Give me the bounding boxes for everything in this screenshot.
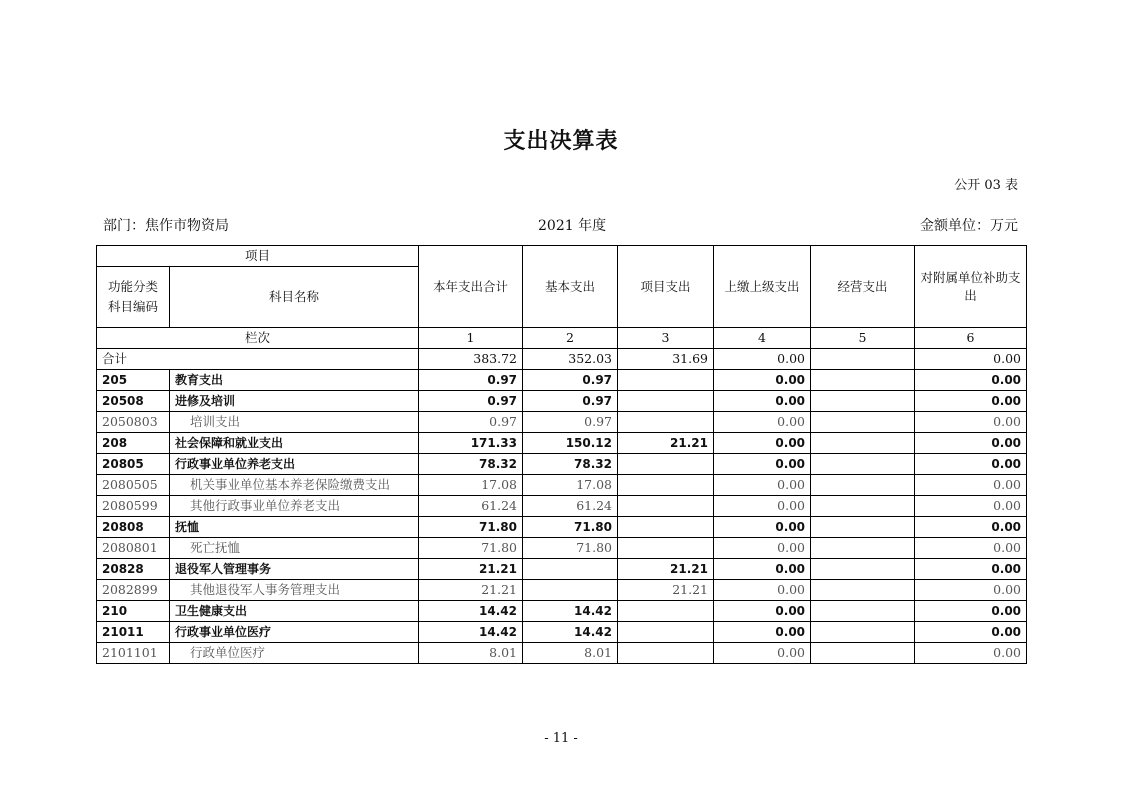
cell-value: 0.00 xyxy=(714,643,811,664)
cell-value xyxy=(618,538,714,559)
cell-value: 0.00 xyxy=(915,349,1027,370)
cell-value: 71.80 xyxy=(523,517,618,538)
cell-value: 383.72 xyxy=(419,349,523,370)
cell-value xyxy=(811,580,915,601)
subject-name: 机关事业单位基本养老保险缴费支出 xyxy=(170,475,419,496)
cell-value: 0.00 xyxy=(714,454,811,475)
cell-value: 0.00 xyxy=(915,412,1027,433)
cell-value xyxy=(811,454,915,475)
header-code: 功能分类科目编码 xyxy=(97,267,170,328)
subject-name: 抚恤 xyxy=(170,517,419,538)
subject-name: 教育支出 xyxy=(170,370,419,391)
cell-value xyxy=(811,496,915,517)
cell-value xyxy=(618,454,714,475)
cell-value: 352.03 xyxy=(523,349,618,370)
cell-value: 150.12 xyxy=(523,433,618,454)
table-row xyxy=(97,454,1027,475)
cell-value: 14.42 xyxy=(523,622,618,643)
cell-value: 0.00 xyxy=(915,601,1027,622)
cell-value: 0.00 xyxy=(915,391,1027,412)
cell-value xyxy=(618,475,714,496)
cell-value: 0.97 xyxy=(419,391,523,412)
cell-value: 0.00 xyxy=(915,622,1027,643)
cell-value: 0.97 xyxy=(419,370,523,391)
cell-value xyxy=(523,559,618,580)
cell-value: 71.80 xyxy=(523,538,618,559)
cell-value xyxy=(618,622,714,643)
cell-value: 0.00 xyxy=(915,454,1027,475)
cell-value xyxy=(811,349,915,370)
subject-name: 行政单位医疗 xyxy=(170,643,419,664)
expenditure-table xyxy=(96,245,1027,664)
subject-code: 20808 xyxy=(97,517,170,538)
cell-value: 0.00 xyxy=(714,622,811,643)
subject-code: 205 xyxy=(97,370,170,391)
cell-value: 17.08 xyxy=(419,475,523,496)
cell-value: 21.21 xyxy=(618,580,714,601)
table-row xyxy=(97,622,1027,643)
table-row xyxy=(97,391,1027,412)
cell-value xyxy=(618,391,714,412)
cell-value xyxy=(811,412,915,433)
cell-value: 14.42 xyxy=(523,601,618,622)
subject-code: 2101101 xyxy=(97,643,170,664)
cell-value xyxy=(811,559,915,580)
table-row xyxy=(97,433,1027,454)
cell-value: 71.80 xyxy=(419,538,523,559)
cell-value: 0.00 xyxy=(714,433,811,454)
cell-value: 21.21 xyxy=(419,580,523,601)
total-row xyxy=(97,349,1027,370)
cell-value: 0.00 xyxy=(915,538,1027,559)
cell-value: 0.00 xyxy=(714,349,811,370)
cell-value: 14.42 xyxy=(419,622,523,643)
cell-value: 21.21 xyxy=(419,559,523,580)
cell-value xyxy=(618,601,714,622)
subject-code: 2080599 xyxy=(97,496,170,517)
cell-value: 0.00 xyxy=(915,580,1027,601)
cell-value xyxy=(811,601,915,622)
cell-value: 0.00 xyxy=(714,475,811,496)
cell-value: 0.00 xyxy=(915,517,1027,538)
subject-code: 20508 xyxy=(97,391,170,412)
subject-name: 其他行政事业单位养老支出 xyxy=(170,496,419,517)
cell-value: 0.00 xyxy=(714,538,811,559)
subject-code: 210 xyxy=(97,601,170,622)
cell-value: 8.01 xyxy=(523,643,618,664)
cell-value: 0.00 xyxy=(915,643,1027,664)
subject-name: 退役军人管理事务 xyxy=(170,559,419,580)
cell-value xyxy=(618,643,714,664)
header-column-index-label: 栏次 xyxy=(97,328,419,349)
header-col-basic: 基本支出 xyxy=(523,246,618,328)
cell-value: 0.00 xyxy=(714,370,811,391)
subject-code: 2080505 xyxy=(97,475,170,496)
table-row xyxy=(97,475,1027,496)
cell-value xyxy=(811,391,915,412)
form-number: 公开 03 表 xyxy=(954,178,1018,193)
fiscal-year-label: 2021 年度 xyxy=(538,218,607,234)
cell-value: 0.97 xyxy=(419,412,523,433)
page-title: 支出决算表 xyxy=(503,129,619,154)
cell-value: 171.33 xyxy=(419,433,523,454)
subject-name: 卫生健康支出 xyxy=(170,601,419,622)
subject-code: 2080801 xyxy=(97,538,170,559)
cell-value: 31.69 xyxy=(618,349,714,370)
cell-value xyxy=(811,538,915,559)
table-row xyxy=(97,580,1027,601)
header-col-subsidiary: 对附属单位补助支出 xyxy=(915,246,1027,328)
cell-value: 78.32 xyxy=(419,454,523,475)
cell-value: 0.97 xyxy=(523,370,618,391)
column-index: 2 xyxy=(523,328,618,349)
cell-value xyxy=(618,496,714,517)
subject-name: 行政事业单位医疗 xyxy=(170,622,419,643)
cell-value: 78.32 xyxy=(523,454,618,475)
header-name: 科目名称 xyxy=(170,267,419,328)
cell-value xyxy=(811,475,915,496)
cell-value: 0.97 xyxy=(523,391,618,412)
table-row xyxy=(97,643,1027,664)
cell-value: 21.21 xyxy=(618,433,714,454)
table-row xyxy=(97,517,1027,538)
cell-value: 0.00 xyxy=(714,391,811,412)
cell-value: 0.00 xyxy=(714,601,811,622)
cell-value: 0.00 xyxy=(714,580,811,601)
currency-unit-label: 金额单位：万元 xyxy=(920,218,1018,234)
table-row xyxy=(97,538,1027,559)
cell-value xyxy=(523,580,618,601)
cell-value xyxy=(618,370,714,391)
cell-value: 17.08 xyxy=(523,475,618,496)
total-label: 合计 xyxy=(97,349,419,370)
column-index: 1 xyxy=(419,328,523,349)
cell-value xyxy=(811,370,915,391)
cell-value: 14.42 xyxy=(419,601,523,622)
table-row xyxy=(97,496,1027,517)
subject-name: 社会保障和就业支出 xyxy=(170,433,419,454)
subject-code: 20828 xyxy=(97,559,170,580)
cell-value xyxy=(811,517,915,538)
column-index: 4 xyxy=(714,328,811,349)
cell-value xyxy=(811,622,915,643)
page-number: - 11 - xyxy=(544,731,578,746)
header-col-operating: 经营支出 xyxy=(811,246,915,328)
subject-code: 2050803 xyxy=(97,412,170,433)
subject-name: 进修及培训 xyxy=(170,391,419,412)
department-label: 部门：焦作市物资局 xyxy=(103,218,229,234)
subject-code: 208 xyxy=(97,433,170,454)
header-col-remit-upper: 上缴上级支出 xyxy=(714,246,811,328)
cell-value: 0.00 xyxy=(714,517,811,538)
subject-code: 21011 xyxy=(97,622,170,643)
cell-value: 21.21 xyxy=(618,559,714,580)
subject-name: 死亡抚恤 xyxy=(170,538,419,559)
cell-value: 0.00 xyxy=(915,370,1027,391)
table-row xyxy=(97,412,1027,433)
cell-value: 0.00 xyxy=(915,433,1027,454)
cell-value xyxy=(811,643,915,664)
header-col-total: 本年支出合计 xyxy=(419,246,523,328)
subject-name: 其他退役军人事务管理支出 xyxy=(170,580,419,601)
cell-value: 0.00 xyxy=(714,559,811,580)
cell-value: 61.24 xyxy=(419,496,523,517)
cell-value xyxy=(618,412,714,433)
cell-value xyxy=(618,517,714,538)
subject-code: 2082899 xyxy=(97,580,170,601)
cell-value: 71.80 xyxy=(419,517,523,538)
cell-value: 0.00 xyxy=(915,559,1027,580)
subject-name: 培训支出 xyxy=(170,412,419,433)
table-row xyxy=(97,370,1027,391)
table-row xyxy=(97,601,1027,622)
header-col-project: 项目支出 xyxy=(618,246,714,328)
cell-value: 61.24 xyxy=(523,496,618,517)
column-index: 5 xyxy=(811,328,915,349)
subject-name: 行政事业单位养老支出 xyxy=(170,454,419,475)
cell-value xyxy=(811,433,915,454)
column-index: 6 xyxy=(915,328,1027,349)
column-index: 3 xyxy=(618,328,714,349)
header-item: 项目 xyxy=(97,246,419,267)
cell-value: 0.00 xyxy=(714,412,811,433)
cell-value: 0.00 xyxy=(915,496,1027,517)
cell-value: 0.97 xyxy=(523,412,618,433)
cell-value: 8.01 xyxy=(419,643,523,664)
cell-value: 0.00 xyxy=(915,475,1027,496)
table-row xyxy=(97,559,1027,580)
subject-code: 20805 xyxy=(97,454,170,475)
cell-value: 0.00 xyxy=(714,496,811,517)
